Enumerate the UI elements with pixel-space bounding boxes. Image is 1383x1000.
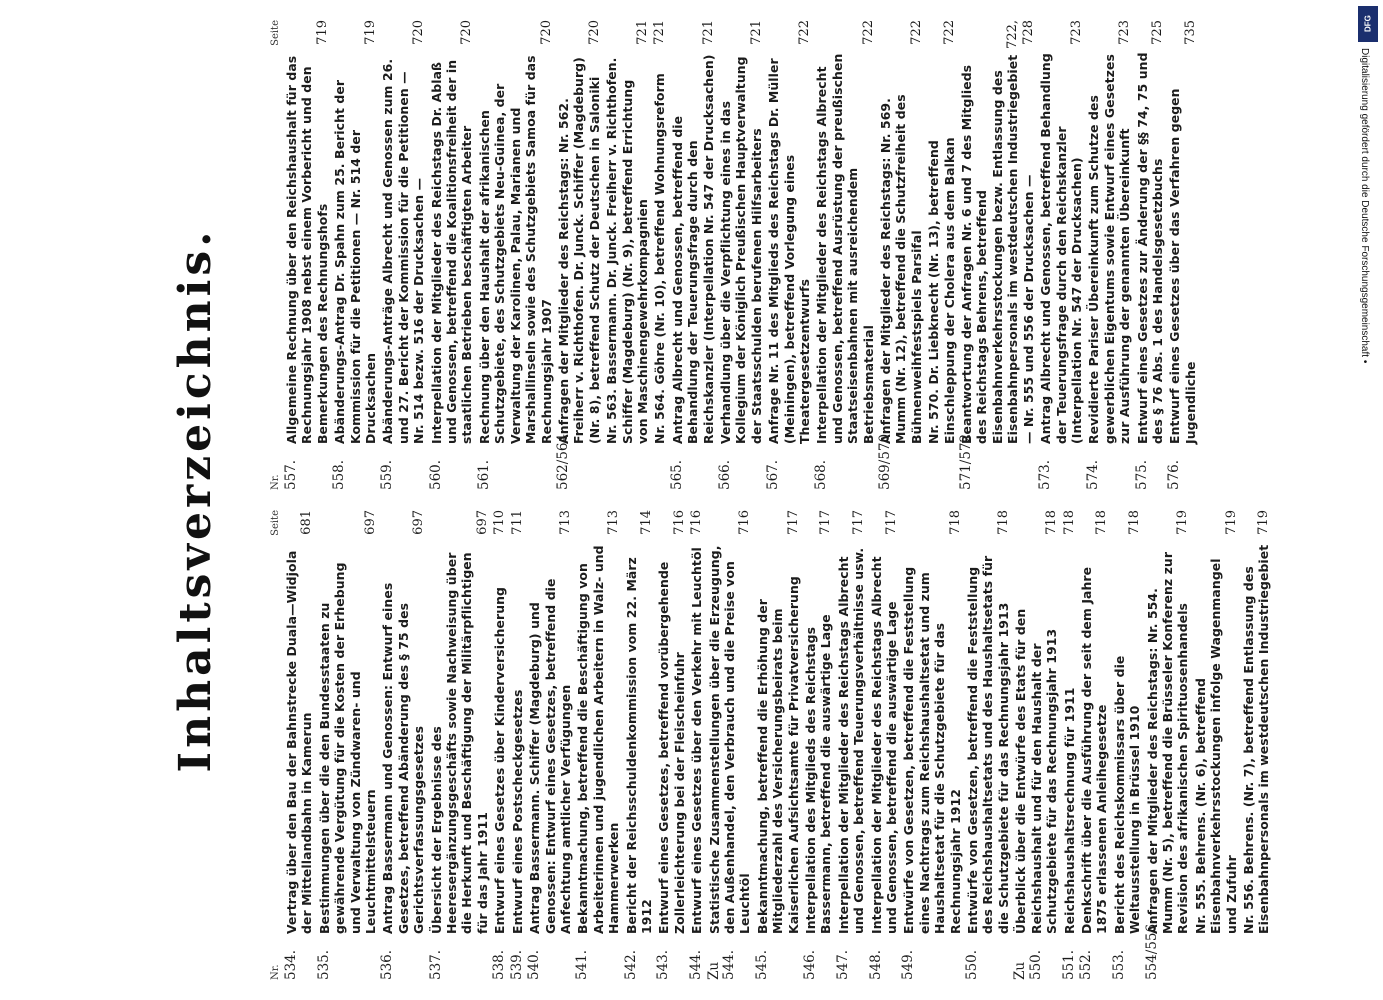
toc-entry xyxy=(317,510,379,980)
entry-page: 718 xyxy=(1127,510,1143,535)
entry-page: 714 xyxy=(638,510,654,535)
entry-title: Abänderungs-Anträge Albrecht und Genossen zum 26. und 27. Bericht der Kommission für die Petitionen — Nr. 514 bezw. 516 der Drucksachen — xyxy=(380,58,427,444)
entry-title: Entwürfe von Gesetzen, betreffend die Feststellung des Reichshaushaltsetats und des Haushaltsetats für die Schutzgebiete für das Rechnungsjahr 1913 xyxy=(965,555,1011,934)
entry-title: Bericht der Reichsschuldenkommission vom 22. März 1912 xyxy=(623,557,654,934)
entry-page: 710 xyxy=(492,510,508,535)
entry-title: Nr. 564. Göhre (Nr. 10), betreffend Wohnungsreform xyxy=(652,73,668,444)
entry-page: 716 xyxy=(737,510,753,535)
entry-title: Antrag Albrecht und Genossen, betreffend die Behandlung der Teuerungsfrage durch den Reichskanzler (Interpellation Nr. 547 der Drucksachen) xyxy=(669,54,716,444)
toc-entry xyxy=(284,20,330,490)
entry-page: 718 xyxy=(947,510,963,535)
toc-entry xyxy=(965,510,1011,980)
toc-entry xyxy=(689,510,704,980)
entry-page: 711 xyxy=(509,510,525,535)
entry-title: Beantwortung der Anfragen Nr. 6 und 7 des Mitglieds des Reichstags Behrens, betreffend Eisenbahnverkehrsstockungen bezw. Entlassung des Eisenbahnpersonals im westdeutschen Industriegebiet — Nr. 555 und 556 der Drucksachen — xyxy=(959,54,1036,444)
entry-number: Zu 544. xyxy=(705,949,737,980)
entry-number: 562/564. xyxy=(554,429,571,490)
entry-page: 720 xyxy=(459,20,475,45)
toc-entry xyxy=(429,510,491,980)
entry-title: Entwurf eines Gesetzes über den Verkehr mit Leuchtöl xyxy=(689,547,705,934)
toc-entry xyxy=(803,510,834,980)
toc-entry xyxy=(284,510,315,980)
entry-title: Überblick über die Entwürfe des Etats für den Reichshaushalt und für den Haushalt der Schutzgebiete für das Rechnungsjahr 1913 xyxy=(1013,608,1060,934)
toc-entry xyxy=(604,20,650,490)
entry-page: 722 xyxy=(860,20,876,45)
entry-page: 720 xyxy=(586,20,602,45)
entry-number: 537. xyxy=(427,949,444,980)
entry-page: 717 xyxy=(851,510,867,535)
entry-title: Interpellation der Mitglieder des Reichstags Albrecht und Genossen, betreffend Teuerungsverhältnisse usw. xyxy=(835,547,867,934)
toc-entry xyxy=(510,510,525,980)
entry-title: Bekanntmachung, betreffend die Erhöhung der Mitgliederzahl des Versicherungsbeirats beim Kaiserlichen Aufsichtsamte für Privatversicherung xyxy=(754,576,801,934)
entry-page: 721 xyxy=(748,20,764,45)
dfg-funding-note: Digitalisierung gefördert durch die Deutsche Forschungsgemeinschaft • xyxy=(1359,48,1370,364)
entry-page: 722 xyxy=(941,20,957,45)
toc-entry xyxy=(652,20,667,490)
entry-title: Nr. 563. Bassermann. Dr. Junck. Freiherr v. Richthofen. Schiffer (Magdeburg) (Nr. 9), betreffend Errichtung von Maschinengewehrkompagnien xyxy=(604,57,650,444)
entry-number: 571/572. xyxy=(958,429,975,490)
entry-number: 551. xyxy=(1060,949,1077,980)
entry-page: 723 xyxy=(1068,20,1084,45)
entry-page: 722 xyxy=(797,20,812,45)
entry-page: 719 xyxy=(1256,510,1272,535)
toc-entry xyxy=(1241,510,1272,980)
seite-header: Seite xyxy=(270,510,281,536)
toc-list xyxy=(284,20,1198,490)
entry-page: 697 xyxy=(474,510,490,535)
dfg-strip xyxy=(1353,0,1383,1000)
toc-entry xyxy=(380,20,426,490)
entry-title: Bericht des Reichskommissars über die Weltausstellung in Brüssel 1910 xyxy=(1111,655,1143,934)
entry-number: 554/556. xyxy=(1143,919,1160,980)
entry-page: 719 xyxy=(1175,510,1191,535)
entry-number: 549. xyxy=(900,949,917,980)
entry-page: 720 xyxy=(538,20,554,45)
entry-number: 545. xyxy=(753,949,770,980)
entry-title: Statistische Zusammenstellungen über die Erzeugung, den Außenhandel, den Verbrauch und die Preise von Leuchtöl xyxy=(706,545,753,934)
toc-entry xyxy=(1167,20,1198,490)
entry-number: 568. xyxy=(813,459,830,490)
entry-number: 569/570. xyxy=(877,429,894,490)
entry-title: Entwürfe von Gesetzen, betreffend die Feststellung eines Nachtrags zum Reichshaushaltsetat und zum Haushaltsetat für die Schutzgebiete für das Rechnungsjahr 1912 xyxy=(901,566,963,934)
entry-number: 575. xyxy=(1133,459,1150,490)
entry-number: 550. xyxy=(964,949,981,980)
entry-title: Revidierte Pariser Übereinkunft zum Schutze des gewerblichen Eigentums sowie Entwurf eines Gesetzes zur Ausführung der genannten Übereinkunft xyxy=(1086,54,1133,444)
entry-title: Allgemeine Rechnung über den Reichshaushalt für das Rechnungsjahr 1908 nebst einem Vorbericht und den Bemerkungen des Rechnungshofs xyxy=(284,55,330,444)
entry-number: 560. xyxy=(427,459,444,490)
entry-page: 713 xyxy=(557,510,573,535)
entry-page: 716 xyxy=(671,510,687,535)
toc-entry xyxy=(624,510,655,980)
toc-entry xyxy=(1086,20,1132,490)
entry-title: Nr. 556. Behrens. (Nr. 7), betreffend Entlassung des Eisenbahnpersonals im westdeutschen Industriegebiet xyxy=(1240,544,1272,934)
entry-number: 565. xyxy=(668,459,685,490)
entry-title: Entwurf eines Gesetzes zur Änderung der §§ 74, 75 und des § 76 Abs. 1 des Handelsgesetzbuchs xyxy=(1134,52,1165,444)
entry-page: 721 xyxy=(634,20,650,45)
entry-page: 720 xyxy=(411,20,427,45)
entry-page: 718 xyxy=(1094,510,1110,535)
entry-number: 557. xyxy=(283,459,299,490)
entry-title: Antrag Albrecht und Genossen, betreffend Behandlung der Teuerungsfrage durch den Reichskanzler (Interpellation Nr. 547 der Drucksachen) xyxy=(1038,53,1084,444)
entry-page: 718 xyxy=(1044,510,1060,535)
toc-entry xyxy=(1145,510,1191,980)
entry-title: Entwurf eines Gesetzes, betreffend vorübergehende Zollerleichterung bei der Fleischeinfuhr xyxy=(656,561,687,934)
entry-title: Reichshaushaltsrechnung für 1911 xyxy=(1061,687,1077,934)
entry-number: 539. xyxy=(508,949,525,980)
entry-title: Bestimmungen über die den Bundesstaaten zu gewährende Vergütung für die Kosten der Erhebung und Verwaltung von Zündwaren- und Leuchtmittelsteuern xyxy=(316,562,379,934)
entry-title: Interpellation der Mitglieder des Reichstags Albrecht und Genossen, betreffend Ausrüstung der preußischen Staatseisenbahnen mit ausreichendem Betriebsmaterial xyxy=(814,53,876,444)
entry-number: 534. xyxy=(283,949,299,980)
toc-entry xyxy=(1112,510,1143,980)
toc-entry xyxy=(1079,510,1110,980)
entry-page: 717 xyxy=(884,510,900,535)
toc-entry xyxy=(707,510,753,980)
entry-number: 540. xyxy=(526,949,543,980)
seite-header: Seite xyxy=(270,20,281,46)
entry-page: 713 xyxy=(606,510,622,535)
entry-number: 538. xyxy=(491,949,508,980)
entry-page: 735 xyxy=(1182,20,1198,45)
entry-number: 574. xyxy=(1085,459,1102,490)
entry-title: Antrag Bassermann und Genossen: Entwurf eines Gesetzes, betreffend Abänderung des § 75 des Gerichtsverfassungsgesetzes xyxy=(380,582,427,934)
entry-title: Interpellation des Mitglieds des Reichstags Bassermann, betreffend die auswärtige Lage xyxy=(803,614,834,934)
entry-page: 716 xyxy=(689,510,705,535)
entry-title: Interpellation der Mitglieder des Reichstags Dr. Ablaß und Genossen, betreffend die Koalitionsfreiheit der in staatlichen Betrieben beschäftigten Arbeiter xyxy=(428,59,475,444)
entry-page: 697 xyxy=(411,510,427,535)
column-header xyxy=(270,20,281,490)
entry-number: 552. xyxy=(1077,949,1094,980)
entry-title: Abänderungs-Antrag Dr. Spahn zum 25. Bericht der Kommission für die Petitionen — Nr. 514 der Drucksachen xyxy=(332,79,379,444)
toc-entry xyxy=(901,510,963,980)
entry-number: 567. xyxy=(765,459,782,490)
toc-entry xyxy=(492,510,507,980)
entry-title: Antrag Bassermann. Schiffer (Magdeburg) und Genossen: Entwurf eines Gesetzes, betreffend die Anfechtung amtlicher Verfügungen xyxy=(527,578,573,934)
entry-title: Anfragen der Mitglieder des Reichstags: Nr. 554. Mumm (Nr. 5), betreffend die Brüsseler Konferenz zur Revision des afrikanischen Spirituosenhandels xyxy=(1144,551,1191,934)
entry-title: Entwurf eines Gesetzes über das Verfahren gegen Jugendliche xyxy=(1167,88,1198,444)
entry-page: 722, 728 xyxy=(1005,20,1036,49)
entry-title: Interpellation der Mitglieder des Reichstags Albrecht und Genossen, betreffend die auswärtige Lage xyxy=(868,556,900,934)
entry-page: 717 xyxy=(785,510,801,535)
entry-page: 719 xyxy=(363,20,379,45)
toc-entry xyxy=(527,510,573,980)
entry-page: 697 xyxy=(363,510,379,535)
entry-number: 553. xyxy=(1110,949,1127,980)
entry-title: Nr. 555. Behrens. (Nr. 6), betreffend Eisenbahnverkehrsstockungen infolge Wagenmangel und Zufuhr xyxy=(1192,558,1239,934)
toc-entry xyxy=(926,20,957,490)
entry-title: Verhandlung über die Verpflichtung eines in das Kollegium der Königlich Preußischen Hauptverwaltung der Staatsschulden berufenen Hilfsarbeiters xyxy=(717,56,764,444)
entry-page: 721 xyxy=(652,20,668,45)
entry-title: Vertrag über den Bau der Bahnstrecke Duala—Widjola der Mittellandbahn in Kamerun xyxy=(284,550,315,934)
entry-page: 723 xyxy=(1117,20,1133,45)
entry-title: Entwurf eines Postscheckgesetzes xyxy=(509,689,525,934)
entry-title: Anfrage Nr. 11 des Mitglieds des Reichstags Dr. Müller (Meiningen), betreffend Vorlegung eines Theatergesetzentwurfs xyxy=(766,58,812,444)
entry-number: Zu 550. xyxy=(1012,949,1044,980)
toc-entry xyxy=(878,20,924,490)
entry-title: Bekanntmachung, betreffend die Beschäftigung von Arbeiterinnen und jugendlichen Arbeitern in Walz- und Hammerwerken xyxy=(575,545,622,934)
toc-list xyxy=(284,510,1272,980)
toc-entry xyxy=(477,20,554,490)
entry-page: 725 xyxy=(1149,20,1165,45)
entry-number: 561. xyxy=(475,459,492,490)
toc-entry xyxy=(869,510,900,980)
toc-entry xyxy=(556,20,602,490)
entry-page: 718 xyxy=(995,510,1011,535)
entry-number: 576. xyxy=(1166,459,1183,490)
entry-number: 542. xyxy=(622,949,639,980)
toc-entry xyxy=(755,510,801,980)
entry-number: 536. xyxy=(379,949,396,980)
entry-number: 573. xyxy=(1037,459,1054,490)
toc-entry xyxy=(766,20,812,490)
toc-entry xyxy=(1135,20,1166,490)
page-title: Inhaltsverzeichnis. xyxy=(170,227,221,773)
entry-page: 718 xyxy=(1061,510,1077,535)
entry-number: 548. xyxy=(867,949,884,980)
toc-entry xyxy=(718,20,764,490)
rotated-page xyxy=(130,0,1360,1000)
entry-page: 681 xyxy=(299,510,315,535)
toc-entry xyxy=(814,20,876,490)
nr-header: Nr. xyxy=(270,964,281,980)
entry-number: 541. xyxy=(574,949,591,980)
toc-entry xyxy=(1193,510,1239,980)
entry-title: Denkschrift über die Ausführung der seit dem Jahre 1875 erlassenen Anleihegesetze xyxy=(1078,566,1110,934)
scanned-page xyxy=(130,0,1360,1000)
entry-title: Übersicht der Ergebnisse des Heeresergänzungsgeschäfts sowie Nachweisung über die Herkunft und Beschäftigung der Militärpflichtigen für das Jahr 1911 xyxy=(428,552,490,934)
toc-entry xyxy=(1013,510,1059,980)
entry-page: 717 xyxy=(818,510,834,535)
toc-entry xyxy=(575,510,621,980)
nr-header: Nr. xyxy=(270,474,281,490)
entry-number: 535. xyxy=(315,949,332,980)
entry-number: 547. xyxy=(834,949,851,980)
entry-page: 719 xyxy=(1223,510,1239,535)
entry-number: 559. xyxy=(379,459,396,490)
toc-entry xyxy=(429,20,475,490)
entry-title: Anfragen der Mitglieder des Reichstags: Nr. 569. Mumm (Nr. 12), betreffend die Schutzfreiheit des Bühnenweihfestspiels Parsifal xyxy=(878,94,924,444)
toc-entry xyxy=(656,510,687,980)
toc-entry xyxy=(836,510,867,980)
entry-title: Entwurf eines Gesetzes über Kinderversicherung xyxy=(492,586,508,934)
entry-number: 546. xyxy=(802,949,818,980)
entry-number: 544. xyxy=(688,949,705,980)
entry-title: Rechnung über den Haushalt der afrikanischen Schutzgebiete, des Schutzgebiets Neu-Guinea, der Verwaltung der Karolinen, Palau, Marianen und Marshallinseln sowie des Schutzgebiets Samoa für das Rechnungsjahr 1907 xyxy=(476,55,554,444)
toc-column-left xyxy=(270,510,1330,980)
toc-column-right xyxy=(270,20,1330,490)
toc-entry xyxy=(1062,510,1077,980)
toc-entry xyxy=(380,510,426,980)
entry-number: 543. xyxy=(655,949,672,980)
column-header xyxy=(270,510,281,980)
toc-entry xyxy=(959,20,1036,490)
toc-entry xyxy=(670,20,716,490)
entry-number: 558. xyxy=(331,459,348,490)
entry-page: 722 xyxy=(908,20,924,45)
entry-page: 721 xyxy=(700,20,716,45)
toc-entry xyxy=(1038,20,1084,490)
entry-title: Anfragen der Mitglieder des Reichstags: Nr. 562. Freiherr v. Richthofen. Dr. Junck. Schiffer (Magdeburg) (Nr. 8), betreffend Schutz der Deutschen in Saloniki xyxy=(555,57,602,444)
entry-page: 719 xyxy=(314,20,330,45)
entry-number: 566. xyxy=(716,459,733,490)
entry-title: Nr. 570. Dr. Liebknecht (Nr. 13), betreffend Einschleppung der Cholera aus dem Balkan xyxy=(926,137,957,444)
toc-entry xyxy=(332,20,378,490)
dfg-logo: DFG xyxy=(1358,6,1378,42)
